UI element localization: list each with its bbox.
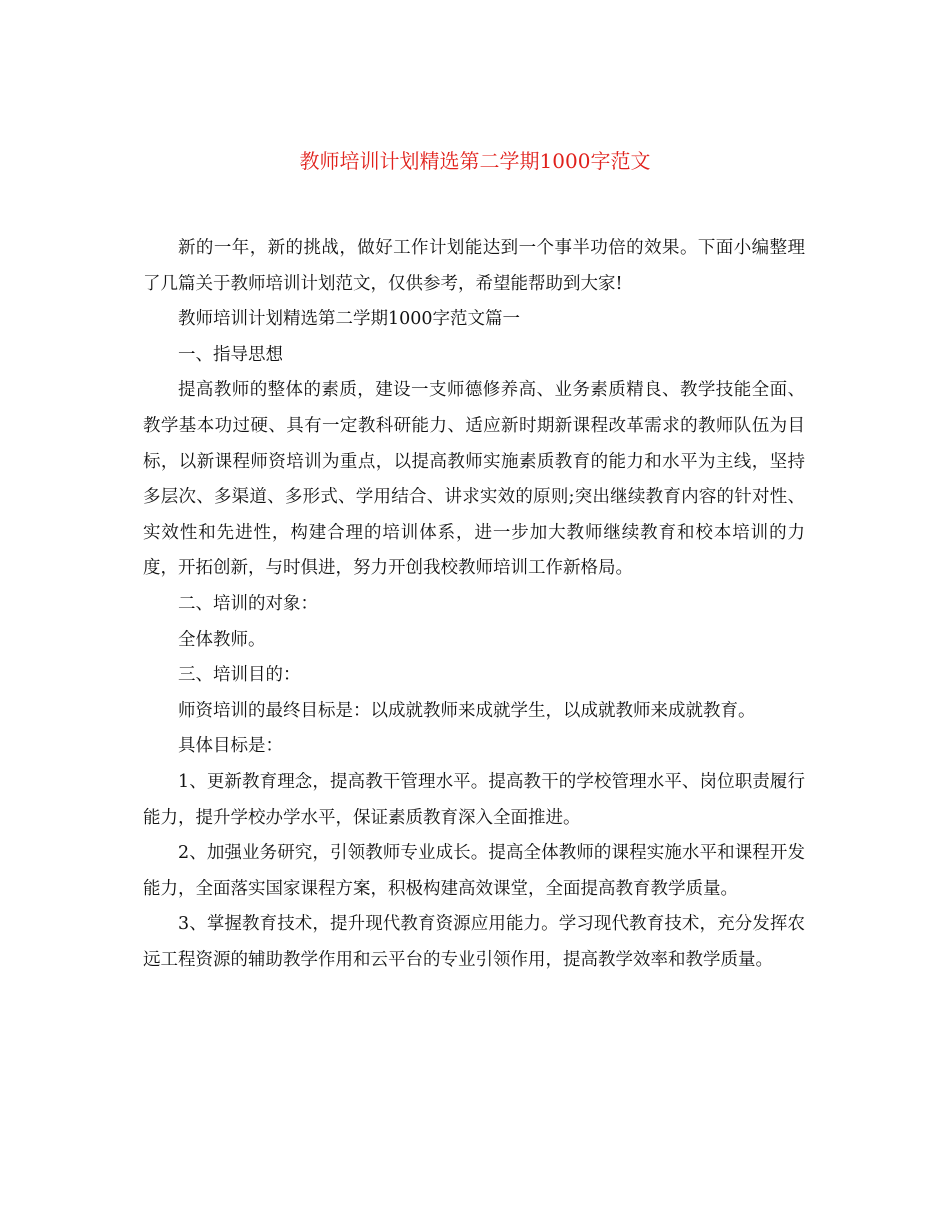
section-heading-training-purpose: 三、培训目的： bbox=[178, 665, 301, 686]
specific-goals-heading: 具体目标是： bbox=[178, 736, 283, 757]
document-body bbox=[143, 231, 805, 978]
training-targets-paragraph: 全体教师。 bbox=[178, 629, 266, 650]
goal-item-2: 2、加强业务研究，引领教师专业成长。提高全体教师的课程实施水平和课程开发能力，全面落实国家课程方案，积极构建高效课堂，全面提高教育教学质量。 bbox=[143, 843, 805, 899]
section-heading-guiding-ideology: 一、指导思想 bbox=[178, 344, 283, 365]
intro-paragraph: 新的一年，新的挑战，做好工作计划能达到一个事半功倍的效果。下面小编整理了几篇关于教师培训计划范文，仅供参考，希望能帮助到大家! bbox=[143, 238, 805, 294]
goal-item-1: 1、更新教育理念，提高教干管理水平。提高教干的学校管理水平、岗位职责履行能力，提升学校办学水平，保证素质教育深入全面推进。 bbox=[143, 771, 805, 828]
guiding-ideology-paragraph: 提高教师的整体的素质，建设一支师德修养高、业务素质精良、教学技能全面、教学基本功过硬、具有一定教科研能力、适应新时期新课程改革需求的教师队伍为目标，以新课程师资培训为重点，以提高教师实施素质教育的能力和水平为主线，坚持多层次、多渠道、多形式、学用结合、讲求实效的原则;突出继续教育内容的针对性、实效性和先进性，构建合理的培训体系，进一步加大教师继续教育和校本培训的力度，开拓创新，与时俱进，努力开创我校教师培训工作新格局。 bbox=[143, 380, 805, 579]
document-title: 教师培训计划精选第二学期1000字范文 bbox=[299, 149, 651, 173]
section-heading-training-targets: 二、培训的对象： bbox=[178, 593, 318, 614]
ultimate-goal-paragraph: 师资培训的最终目标是：以成就教师来成就学生，以成就教师来成就教育。 bbox=[178, 700, 756, 721]
article-heading: 教师培训计划精选第二学期1000字范文篇一 bbox=[178, 309, 521, 330]
goal-item-3: 3、掌握教育技术，提升现代教育资源应用能力。学习现代教育技术，充分发挥农远工程资源的辅助教学作用和云平台的专业引领作用，提高教学效率和教学质量。 bbox=[143, 914, 805, 970]
